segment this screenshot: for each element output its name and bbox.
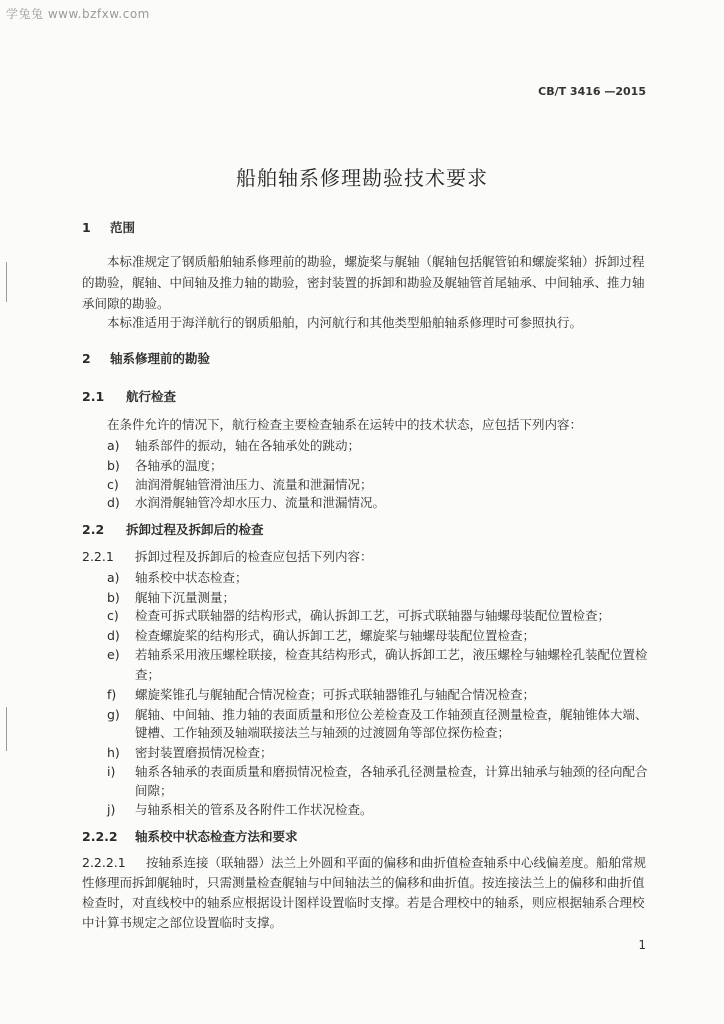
paragraph-line: 本标准规定了钢质船舶轴系修理前的勘验，螺旋桨与艉轴（艉轴包括艉管铂和螺旋桨轴）拆卸过程: [107, 254, 645, 269]
item-label: b): [107, 458, 120, 473]
item-text: 若轴系采用液压螺栓联接，检查其结构形式，确认拆卸工艺，液压螺栓与轴螺栓孔装配位置检: [135, 647, 648, 662]
item-label: f): [107, 687, 117, 702]
section-2-heading: [82, 350, 210, 367]
standard-code: CB/T 3416 —2015: [538, 85, 646, 98]
item-text: 水润滑艉轴管冷却水压力、流量和泄漏情况。: [135, 495, 386, 510]
section-1-heading: [82, 219, 135, 236]
section-2-1-heading: [82, 388, 176, 405]
item-text-continued: 间隙；: [135, 783, 173, 798]
item-label: d): [107, 628, 120, 643]
section-number: 2: [82, 351, 91, 366]
item-label: j): [107, 802, 116, 817]
item-label: c): [107, 608, 119, 623]
item-text: 艉轴、中间轴、推力轴的表面质量和形位公差检查及工作轴颈直径测量检查，艉轴锥体大端、: [135, 707, 648, 722]
section-2-2-2-heading: [82, 828, 298, 845]
section-title: 轴系校中状态检查方法和要求: [135, 829, 298, 844]
section-number: 2.2: [82, 522, 105, 537]
page-number: 1: [638, 938, 646, 952]
item-text: 与轴系相关的管系及各附件工作状况检查。: [135, 802, 373, 817]
paragraph-line: 本标准适用于海洋航行的钢质船舶，内河航行和其他类型船舶轴系修理时可参照执行。: [107, 315, 583, 330]
document-title: 船舶轴系修理勘验技术要求: [236, 166, 488, 190]
section-number: 2.2.2: [82, 829, 118, 844]
section-2-2-heading: [82, 521, 264, 538]
section-title: 轴系修理前的勘验: [110, 351, 211, 366]
paragraph-text: 按轴系连接（联轴器）法兰上外圆和平面的偏移和曲折值检查轴系中心线偏差度。船舶常规: [146, 855, 647, 870]
item-text: 检查可拆式联轴器的结构形式，确认拆卸工艺，可拆式联轴器与轴螺母装配位置检查；: [135, 608, 611, 623]
paragraph-line: 的勘验，艉轴、中间轴及推力轴的勘验，密封装置的拆卸和勘验及艉轴管首尾轴承、中间轴承、推力轴: [82, 275, 645, 290]
item-text: 螺旋桨锥孔与艉轴配合情况检查；可拆式联轴器锥孔与轴配合情况检查；: [135, 687, 536, 702]
item-text: 轴系各轴承的表面质量和磨损情况检查，各轴承孔径测量检查，计算出轴承与轴颈的径向配合: [135, 764, 648, 779]
intro-line: 在条件允许的情况下，航行检查主要检查轴系在运转中的技术状态，应包括下列内容：: [107, 417, 583, 432]
section-number: 2.1: [82, 389, 105, 404]
scan-mark-lower: [6, 707, 7, 751]
item-text: 油润滑艉轴管滑油压力、流量和泄漏情况；: [135, 477, 373, 492]
item-text: 艉轴下沉量测量；: [135, 590, 236, 605]
item-label: h): [107, 745, 120, 760]
paragraph-line: 承间隙的勘验。: [82, 296, 170, 311]
item-text-continued: 查；: [135, 667, 161, 682]
item-label: a): [107, 570, 120, 585]
section-title: 航行检查: [126, 389, 177, 404]
scan-mark-upper: [6, 262, 7, 302]
item-label: i): [107, 764, 116, 779]
item-label: b): [107, 590, 120, 605]
item-text: 各轴承的温度；: [135, 458, 223, 473]
item-label: c): [107, 477, 119, 492]
paragraph-line: 中计算书规定之部位设置临时支撑。: [82, 915, 283, 930]
item-text-continued: 键槽、工作轴颈及轴端联接法兰与轴颈的过渡圆角等部位探伤检查；: [135, 725, 511, 740]
item-label: g): [107, 707, 120, 722]
section-2-2-2-1-line: [82, 854, 646, 871]
section-title: 范围: [110, 220, 136, 235]
section-number: 1: [82, 220, 91, 235]
paragraph-line: 性修理而拆卸艉轴时，只需测量检查艉轴与中间轴法兰的偏移和曲折值。按连接法兰上的偏移和曲折值: [82, 875, 645, 890]
paragraph-line: 检查时，对直线校中的轴系应根据设计图样设置临时支撑。若是合理校中的轴系，则应根据轴系合理校: [82, 895, 645, 910]
section-number: 2.2.1: [82, 549, 114, 564]
intro-text: 拆卸过程及拆卸后的检查应包括下列内容：: [135, 549, 373, 564]
item-text: 检查螺旋桨的结构形式，确认拆卸工艺，螺旋桨与轴螺母装配位置检查；: [135, 628, 536, 643]
item-label: d): [107, 495, 120, 510]
item-label: e): [107, 647, 120, 662]
item-text: 密封装置磨损情况检查；: [135, 745, 273, 760]
item-text: 轴系部件的振动，轴在各轴承处的跳动；: [135, 438, 361, 453]
item-text: 轴系校中状态检查；: [135, 570, 248, 585]
section-number: 2.2.2.1: [82, 855, 126, 870]
section-2-2-1-intro: [82, 548, 373, 565]
section-title: 拆卸过程及拆卸后的检查: [126, 522, 264, 537]
watermark: 学兔兔 www.bzfxw.com: [6, 7, 150, 21]
item-label: a): [107, 438, 120, 453]
